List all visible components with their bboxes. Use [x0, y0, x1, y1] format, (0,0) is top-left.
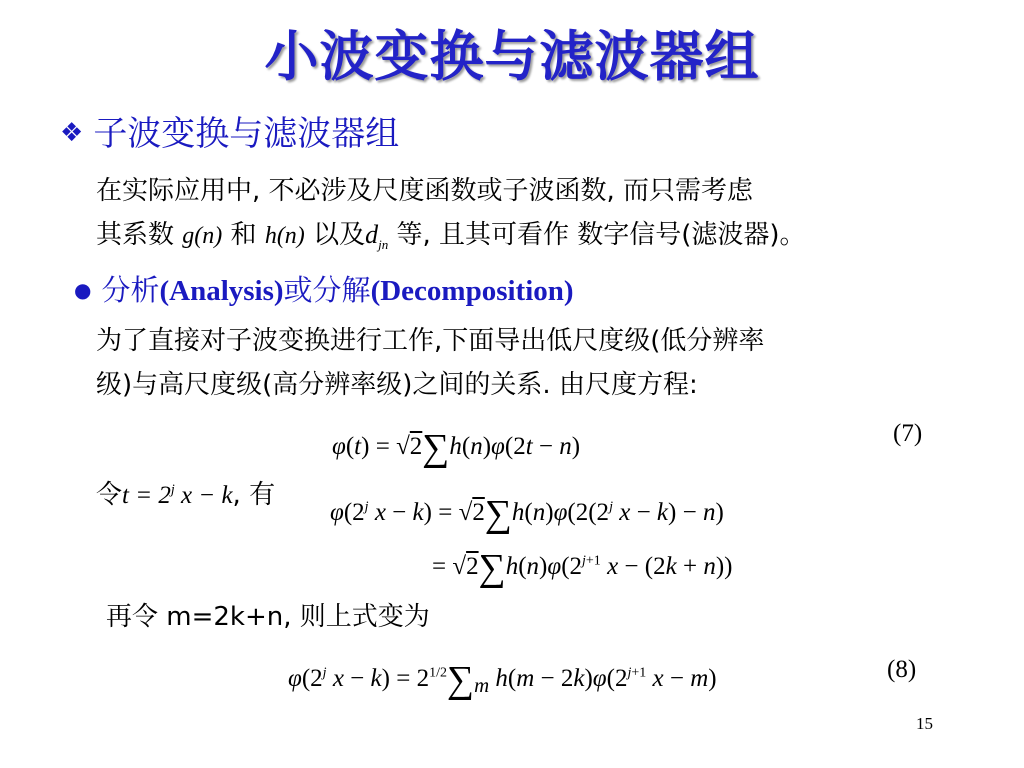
heading-en-analysis: (Analysis) — [159, 275, 284, 307]
math-d: d — [365, 220, 379, 249]
text-segment: 和 — [230, 220, 257, 250]
text-segment: , 有 — [232, 480, 276, 510]
equation-recursion: φ(2$^j$ $x - k) = 2^{1/2}\sum_m$ $h(m - 2k)\varphi(2^{j+1}$ x − m) — [288, 659, 717, 701]
paragraph-line: 在实际应用中, 不必涉及尺度函数或子波函数, 而只需考虑 — [96, 176, 754, 206]
bullet-heading-analysis — [74, 268, 574, 309]
math-let-sup: j — [170, 482, 175, 498]
equation-scaling-function: φ(t) = √2∑h(n)φ(2t − n) — [332, 427, 581, 469]
heading-en-decomposition: (Decomposition) — [370, 275, 574, 307]
paragraph-line: 级)与高尺度级(高分辨率级)之间的关系. 由尺度方程: — [96, 370, 698, 400]
equation-number: (7) — [893, 420, 923, 447]
heading-cn-decomposition: 或分解 — [283, 273, 371, 307]
math-let-rest: x − k — [180, 482, 233, 509]
text-segment: 以及 — [313, 220, 366, 250]
bullet-heading-wavelet-filterbank — [60, 106, 399, 155]
page-number: 15 — [916, 714, 933, 733]
dot-bullet-icon: ● — [74, 278, 92, 302]
math-h-n: h(n) — [264, 223, 305, 249]
text-segment: 令 — [96, 480, 123, 510]
diamond-bullet-icon: ❖ — [60, 118, 84, 148]
math-g-n: g(n) — [182, 223, 223, 249]
text-segment: 等, 且其可看作 数字信号(滤波器)。 — [396, 220, 806, 250]
heading-cn-analysis: 分析 — [101, 273, 160, 307]
text-segment: 其系数 — [96, 220, 175, 250]
paragraph-line: 为了直接对子波变换进行工作,下面导出低尺度级(低分辨率 — [96, 326, 765, 356]
substitution-line-m: 再令 m=2k+n, 则上式变为 — [106, 602, 430, 632]
slide-title: 小波变换与滤波器组 — [264, 25, 760, 88]
substitution-line — [96, 474, 275, 511]
paragraph-line-coefficients — [96, 214, 806, 253]
math-let-expr: t = 2 — [122, 482, 171, 509]
math-d-subscript: jn — [378, 237, 389, 253]
equation-derived-2: = $√2\sum h(n)\varphi(2^{j+1}$ x − (2k + n)) — [432, 547, 733, 589]
equation-number: (8) — [887, 656, 917, 683]
bullet-heading-text: 子波变换与滤波器组 — [93, 114, 400, 154]
equation-derived-1: φ(2$^j$ $x - k) = √2\sum h(n)\varphi(2(2^j$ x − k) − n) — [330, 493, 724, 535]
